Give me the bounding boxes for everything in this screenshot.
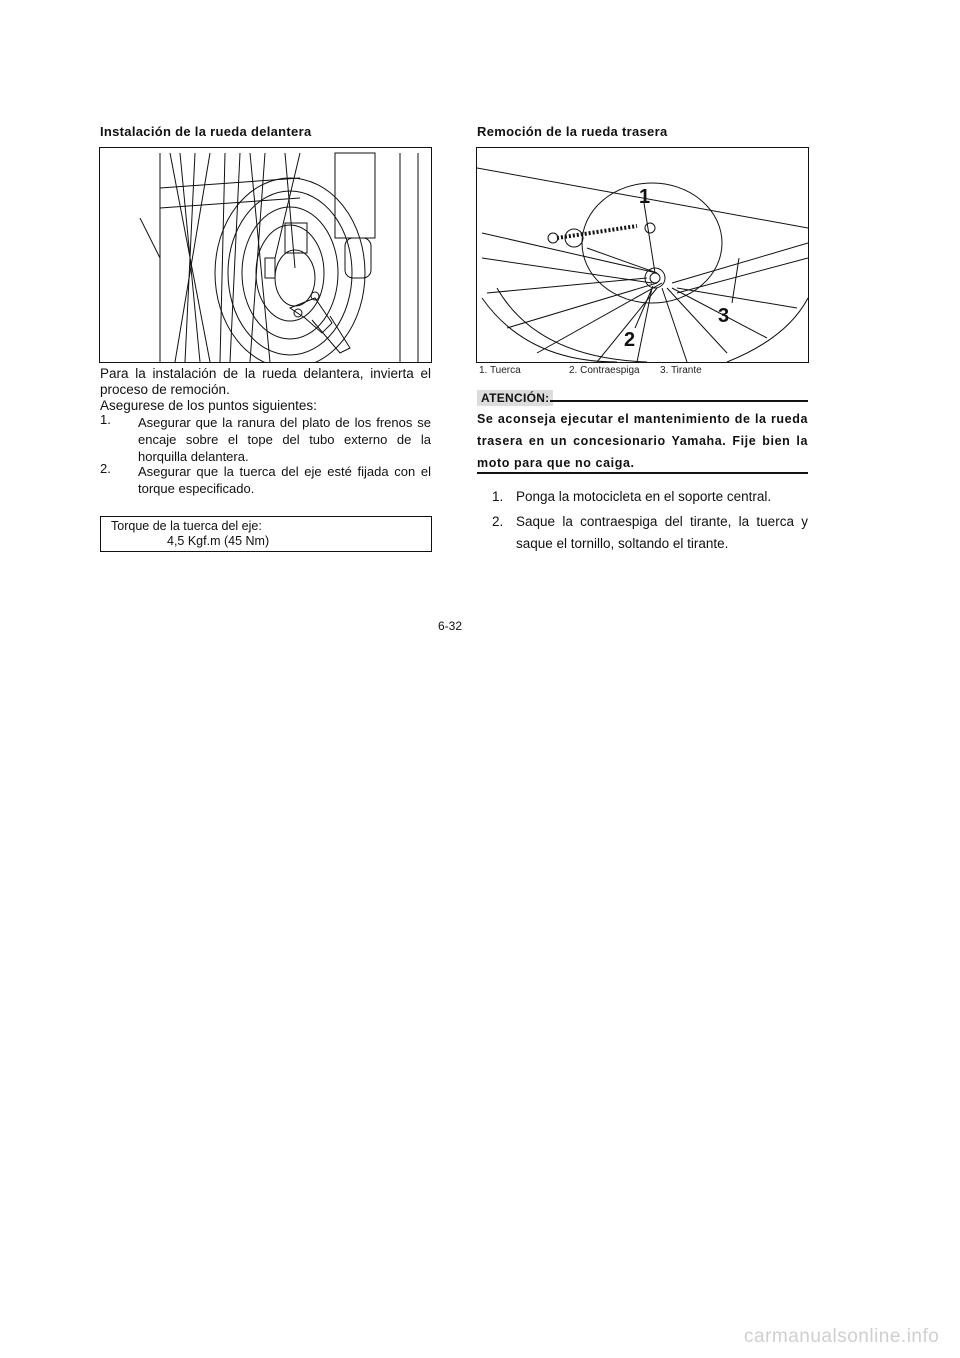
caption-1: 1. Tuerca <box>479 365 521 376</box>
front-wheel-illustration <box>99 147 432 363</box>
rear-removal-steps <box>492 486 808 555</box>
front-install-item-1 <box>100 411 431 463</box>
torque-spec-box <box>100 516 432 552</box>
page-number: 6-32 <box>438 619 463 633</box>
torque-spec-value: 4,5 Kgf.m (45 Nm) <box>167 534 270 548</box>
caution-top-rule <box>550 400 808 402</box>
rear-wheel-removal-heading: Remoción de la rueda trasera <box>477 124 668 139</box>
item-text: Asegurar que la tuerca del eje esté fijada con el torque especificado. <box>138 464 431 496</box>
item-number: 1. <box>100 412 111 427</box>
step-text: Ponga la motocicleta en el soporte central. <box>516 489 772 504</box>
step-2 <box>492 511 808 555</box>
front-install-item-2 <box>100 460 431 496</box>
caption-2: 2. Contraespiga <box>569 365 640 376</box>
callout-3: 3 <box>718 305 730 327</box>
watermark: carmanualsonline.info <box>744 1326 940 1347</box>
step-number: 1. <box>492 489 504 504</box>
callout-2: 2 <box>624 329 636 351</box>
torque-spec-label: Torque de la tuerca del eje: <box>111 519 262 533</box>
front-install-check-intro: Asegurese de los puntos siguientes: <box>100 398 317 413</box>
front-install-intro: Para la instalación de la rueda delantera, invierta el proceso de remoción. <box>100 366 431 397</box>
step-number: 2. <box>492 514 504 529</box>
caption-3: 3. Tirante <box>660 365 702 376</box>
step-text: Saque la contraespiga del tirante, la tuerca y saque el tornillo, soltando el tirante. <box>516 514 808 551</box>
item-text: Asegurar que la ranura del plato de los frenos se encaje sobre el tope del tubo externo de la horquilla delantera. <box>138 415 431 464</box>
caution-label: ATENCIÓN: <box>477 390 553 406</box>
callout-1: 1 <box>639 186 651 208</box>
step-1 <box>492 486 808 508</box>
rear-wheel-illustration <box>476 147 809 363</box>
caution-text: Se aconseja ejecutar el mantenimiento de la rueda trasera en un concesionario Yamaha. Fije bien la moto para que no caiga. <box>477 412 808 470</box>
caution-bottom-rule <box>477 472 808 474</box>
front-wheel-install-heading: Instalación de la rueda delantera <box>100 124 312 139</box>
item-number: 2. <box>100 461 111 476</box>
